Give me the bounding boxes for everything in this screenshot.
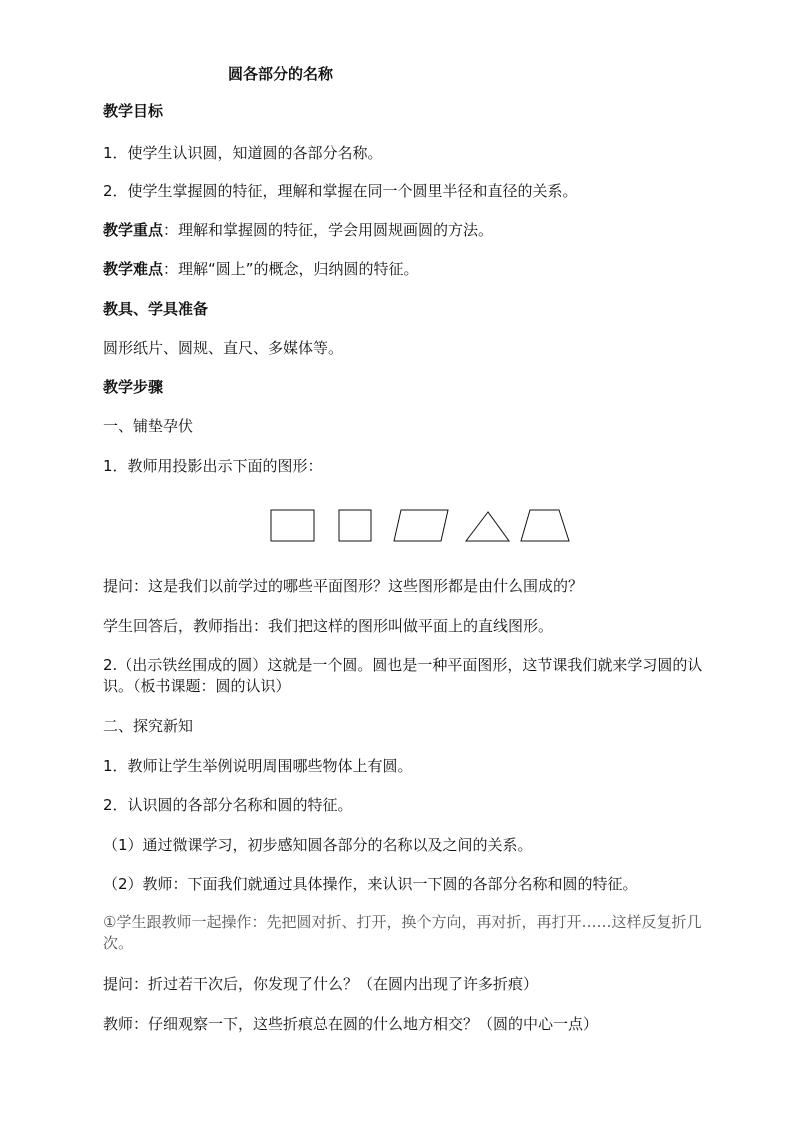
- difficulty-label: 教学难点: [103, 260, 164, 278]
- document-title: 圆各部分的名称: [228, 65, 334, 83]
- trapezoid-shape: [521, 510, 569, 541]
- heading-teaching-goals: 教学目标: [103, 102, 164, 120]
- rectangle-shape: [271, 510, 314, 541]
- section-1-item-2: 2.（出示铁丝围成的圆）这就是一个圆。圆也是一种平面图形，这节课我们就来学习圆的认识。（板书课题：圆的认识）: [103, 656, 703, 695]
- section-2-heading: 二、探究新知: [103, 717, 194, 735]
- section-2-item-1: 1．教师让学生举例说明周围哪些物体上有圆。: [103, 757, 413, 775]
- section-2-sub-2: （2）教师：下面我们就通过具体操作，来认识一下圆的各部分名称和圆的特征。: [103, 875, 638, 893]
- heading-steps: 教学步骤: [103, 378, 164, 396]
- triangle-shape: [466, 512, 509, 541]
- goal-item-1: 1．使学生认识圆，知道圆的各部分名称。: [103, 144, 383, 162]
- square-shape: [339, 510, 371, 541]
- section-1-item-1: 1．教师用投影出示下面的图形：: [103, 457, 323, 475]
- section-2-sub-1: （1）通过微课学习，初步感知圆各部分的名称以及之间的关系。: [103, 836, 533, 854]
- key-point-text: ：理解和掌握圆的特征，学会用圆规画圆的方法。: [163, 221, 494, 239]
- section-2-operation: ①学生跟教师一起操作：先把圆对折、打开，换个方向，再对折，再打开……这样反复折几次。: [103, 913, 702, 952]
- projected-shapes-figure: [260, 504, 580, 548]
- section-2-item-2: 2．认识圆的各部分名称和圆的特征。: [103, 796, 353, 814]
- difficulty-text: ：理解“圆上”的概念，归纳圆的特征。: [163, 260, 419, 278]
- key-point-label: 教学重点: [103, 221, 164, 239]
- section-2-teacher: 教师：仔细观察一下，这些折痕总在圆的什么地方相交？（圆的中心一点）: [103, 1015, 599, 1033]
- section-2-question: 提问：折过若干次后，你发现了什么？（在圆内出现了许多折痕）: [103, 975, 539, 993]
- section-1-question: 提问：这是我们以前学过的哪些平面图形？这些图形都是由什么围成的？: [103, 577, 584, 595]
- parallelogram-shape: [394, 510, 448, 541]
- difficulty-paragraph: [103, 258, 733, 280]
- goal-item-2: 2．使学生掌握圆的特征，理解和掌握在同一个圆里半径和直径的关系。: [103, 182, 578, 200]
- section-1-heading: 一、铺垫孕伏: [103, 417, 194, 435]
- tools-text: 圆形纸片、圆规、直尺、多媒体等。: [103, 339, 344, 357]
- section-1-answer: 学生回答后，教师指出：我们把这样的图形叫做平面上的直线图形。: [103, 617, 554, 635]
- heading-tools: 教具、学具准备: [103, 300, 209, 318]
- key-point-paragraph: [103, 219, 733, 241]
